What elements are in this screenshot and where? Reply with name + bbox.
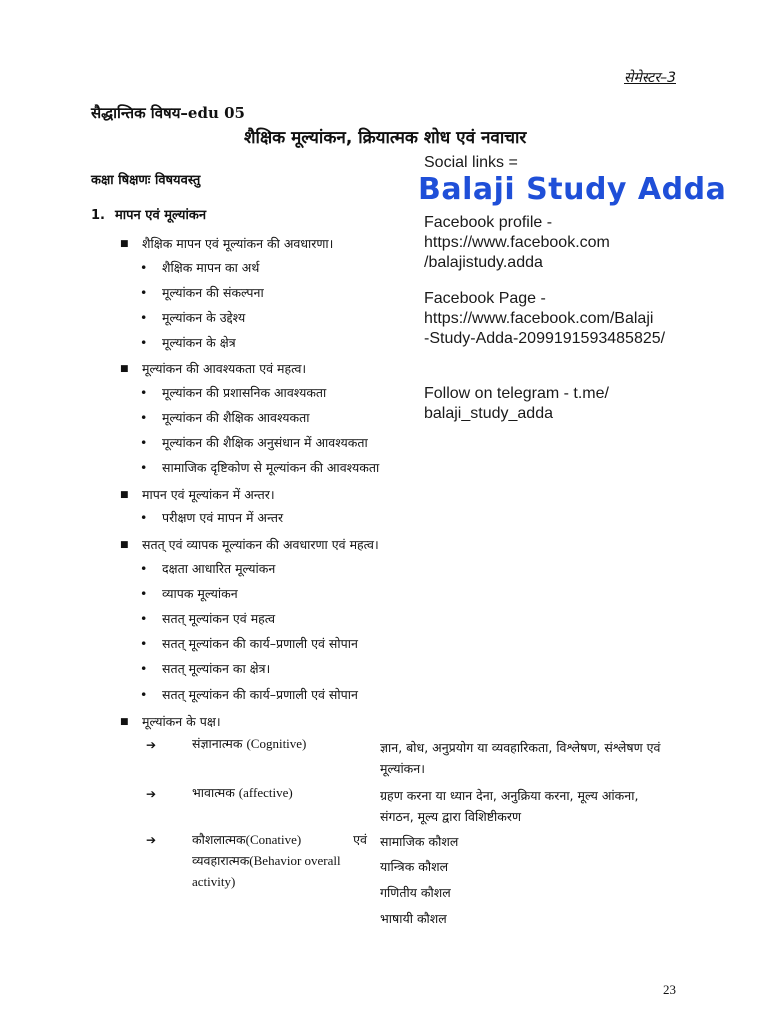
bullet-icon: •: [140, 561, 148, 576]
group-title-text: शैक्षिक मापन एवं मूल्यांकन की अवधारणा।: [142, 236, 334, 251]
fb-profile-link-cont[interactable]: /balajistudy.adda: [424, 254, 543, 271]
square-bullet-icon: ■: [120, 540, 129, 550]
list-item-text: मूल्यांकन के उद्देश्य: [162, 310, 246, 325]
list-item-text: परीक्षण एवं मापन में अन्तर: [162, 510, 284, 525]
list-item-text: सतत् मूल्यांकन का क्षेत्र।: [162, 661, 271, 676]
domain-english: (Cognitive): [246, 736, 307, 751]
domain-name: [192, 735, 306, 752]
list-item-text: व्यापक मूल्यांकन: [162, 586, 238, 601]
section-title: मापन एवं मूल्यांकन: [115, 208, 207, 223]
fb-page-label: Facebook Page -: [424, 290, 546, 307]
square-bullet-icon: ■: [120, 239, 129, 249]
list-item-text: मूल्यांकन की संकल्पना: [162, 285, 264, 300]
bullet-icon: •: [140, 285, 148, 300]
domain-joiner: एवं: [353, 832, 367, 847]
list-item: [140, 560, 275, 577]
list-item-text: सामाजिक दृष्टिकोण से मूल्यांकन की आवश्यकता: [162, 460, 380, 475]
list-item-text: मूल्यांकन के क्षेत्र: [162, 335, 236, 350]
bullet-icon: •: [140, 510, 148, 525]
main-title: शैक्षिक मूल्यांकन, क्रियात्मक शोध एवं नवाचार: [244, 128, 527, 148]
list-item: [140, 610, 275, 627]
domain-hindi-2: व्यवहारात्मक: [192, 853, 250, 868]
list-item: [140, 459, 379, 476]
class-heading: कक्षा षिक्षणः विषयवस्तु: [91, 173, 201, 188]
domain-english: (affective): [238, 785, 293, 800]
fb-profile-label: Facebook profile -: [424, 214, 553, 231]
list-item: [140, 409, 310, 426]
group-title: [120, 235, 333, 252]
group-title-text: सतत् एवं व्यापक मूल्यांकन की अवधारणा एवं महत्व।: [142, 537, 379, 552]
square-bullet-icon: ■: [120, 364, 129, 374]
list-item: [140, 686, 358, 703]
domain-name: [192, 829, 367, 892]
arrow-right-icon: ➔: [146, 833, 157, 847]
list-item: [140, 334, 236, 351]
arrow-right-icon: ➔: [146, 787, 157, 801]
domain-hindi: कौशलात्मक: [192, 832, 246, 847]
subject-prefix: सैद्धान्तिक विषय–: [91, 104, 188, 122]
list-item: [140, 585, 238, 602]
domain-hindi: भावात्मक: [192, 785, 235, 800]
telegram-label: Follow on telegram - t.me/: [424, 385, 609, 402]
skill-item: यान्त्रिक कौशल: [380, 859, 449, 874]
subject-heading: [91, 103, 245, 123]
bullet-icon: •: [140, 335, 148, 350]
list-item: [140, 660, 270, 677]
domain-english-2: (Behavior overall activity): [192, 853, 341, 889]
list-item-text: दक्षता आधारित मूल्यांकन: [162, 561, 276, 576]
list-item: [140, 434, 368, 451]
group-title: [120, 486, 275, 503]
semester-label: सेमेस्टर–3: [624, 70, 676, 86]
bullet-icon: •: [140, 385, 148, 400]
skill-item: सामाजिक कौशल: [380, 834, 459, 849]
domain-detail: ज्ञान, बोध, अनुप्रयोग या व्यवहारिकता, विश्लेषण, संश्लेषण एवं मूल्यांकन।: [380, 740, 661, 776]
bullet-icon: •: [140, 586, 148, 601]
list-item-text: सतत् मूल्यांकन एवं महत्व: [162, 611, 276, 626]
bullet-icon: •: [140, 410, 148, 425]
list-item: [140, 384, 326, 401]
list-item-text: सतत् मूल्यांकन की कार्य–प्रणाली एवं सोपान: [162, 687, 358, 702]
domain-detail: ग्रहण करना या ध्यान देना, अनुक्रिया करना, मूल्य आंकना, संगठन, मूल्य द्वारा विशिष्टीकरण: [380, 788, 639, 824]
square-bullet-icon: ■: [120, 490, 129, 500]
skill-item: गणितीय कौशल: [380, 885, 451, 900]
domain-name: [192, 784, 293, 801]
list-item: [140, 309, 245, 326]
bullet-icon: •: [140, 460, 148, 475]
arrow-right-icon: ➔: [146, 738, 157, 752]
page-number: 23: [663, 982, 676, 997]
domain-hindi: संज्ञानात्मक: [192, 736, 243, 751]
bullet-icon: •: [140, 611, 148, 626]
square-bullet-icon: ■: [120, 717, 129, 727]
list-item-text: मूल्यांकन की प्रशासनिक आवश्यकता: [162, 385, 327, 400]
telegram-link[interactable]: balaji_study_adda: [424, 405, 553, 422]
list-item-text: मूल्यांकन की शैक्षिक अनुसंधान में आवश्यकता: [162, 435, 368, 450]
group-title: [120, 360, 306, 377]
list-item: [140, 259, 259, 276]
fb-page-link-cont[interactable]: -Study-Adda-209919159348582​5/: [424, 330, 666, 347]
section-number: 1.: [91, 208, 105, 223]
group-title-text: मूल्यांकन की आवश्यकता एवं महत्व।: [142, 361, 307, 376]
bullet-icon: •: [140, 636, 148, 651]
list-item: [140, 284, 264, 301]
bullet-icon: •: [140, 260, 148, 275]
fb-page-link[interactable]: https://www.facebook.com/Balaji: [424, 310, 654, 327]
group-title-text: मापन एवं मूल्यांकन में अन्तर।: [142, 487, 275, 502]
subject-code: edu 05: [187, 104, 245, 122]
list-item-text: शैक्षिक मापन का अर्थ: [162, 260, 260, 275]
group-title: [120, 536, 379, 553]
brand-title: Balaji Study Adda: [418, 172, 727, 207]
bullet-icon: •: [140, 310, 148, 325]
bullet-icon: •: [140, 435, 148, 450]
skill-item: भाषायी कौशल: [380, 911, 447, 926]
section-heading: [91, 205, 206, 223]
overlay-heading: Social links =: [424, 154, 518, 171]
list-item: [140, 635, 358, 652]
bullet-icon: •: [140, 661, 148, 676]
list-item-text: मूल्यांकन की शैक्षिक आवश्यकता: [162, 410, 310, 425]
domain-english: (Conative): [245, 832, 302, 847]
list-item: [140, 509, 283, 526]
bullet-icon: •: [140, 687, 148, 702]
group-title-text: मूल्यांकन के पक्ष।: [142, 714, 221, 729]
fb-profile-link[interactable]: https://www.facebook.com: [424, 234, 610, 251]
list-item-text: सतत् मूल्यांकन की कार्य–प्रणाली एवं सोपान: [162, 636, 358, 651]
group-title: [120, 713, 221, 730]
social-links-overlay: [414, 148, 748, 430]
